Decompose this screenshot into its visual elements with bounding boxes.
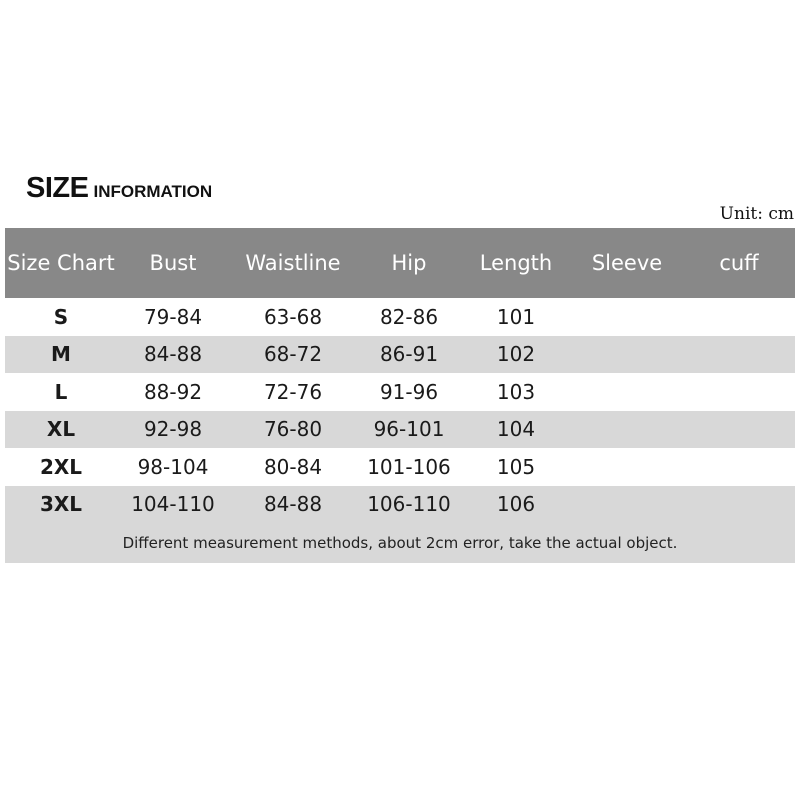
unit-label: Unit: cm: [719, 204, 794, 224]
header-cuff: cuff: [719, 251, 759, 275]
header-hip: Hip: [391, 251, 427, 275]
waistline-cell: 84-88: [263, 492, 323, 517]
header-bust: Bust: [149, 251, 197, 275]
length-cell: 104: [496, 417, 536, 442]
header-size-chart: Size Chart: [7, 251, 115, 275]
table-row: [5, 373, 795, 411]
bust-cell: 104-110: [131, 492, 215, 517]
header-sleeve: Sleeve: [591, 251, 663, 275]
title-main: SIZE: [26, 172, 89, 204]
size-cell: L: [54, 379, 68, 404]
title-sub: INFORMATION: [93, 182, 213, 201]
bust-cell: 98-104: [137, 454, 209, 479]
header-length: Length: [479, 251, 553, 275]
measurement-note: Different measurement methods, about 2cm error, take the actual object.: [5, 523, 795, 563]
waistline-cell: 63-68: [263, 304, 323, 329]
page-title: [26, 172, 212, 205]
hip-cell: 86-91: [379, 342, 439, 367]
size-cell: M: [51, 342, 71, 367]
length-cell: 105: [496, 454, 536, 479]
hip-cell: 82-86: [379, 304, 439, 329]
waistline-cell: 68-72: [263, 342, 323, 367]
bust-cell: 88-92: [143, 379, 203, 404]
length-cell: 102: [496, 342, 536, 367]
size-cell: S: [53, 304, 69, 329]
table-row: [5, 448, 795, 486]
bust-cell: 84-88: [143, 342, 203, 367]
length-cell: 103: [496, 379, 536, 404]
hip-cell: 96-101: [373, 417, 445, 442]
size-cell: 3XL: [39, 492, 83, 517]
table-header: [5, 228, 795, 298]
size-cell: 2XL: [39, 454, 83, 479]
table-row: [5, 486, 795, 524]
waistline-cell: 80-84: [263, 454, 323, 479]
bust-cell: 92-98: [143, 417, 203, 442]
table-row: [5, 336, 795, 374]
bust-cell: 79-84: [143, 304, 203, 329]
table-row: [5, 411, 795, 449]
header-waistline: Waistline: [245, 251, 341, 275]
hip-cell: 91-96: [379, 379, 439, 404]
length-cell: 106: [496, 492, 536, 517]
size-chart-table: [5, 228, 795, 563]
length-cell: 101: [496, 304, 536, 329]
size-cell: XL: [46, 417, 76, 442]
table-row: [5, 298, 795, 336]
hip-cell: 106-110: [367, 492, 451, 517]
waistline-cell: 76-80: [263, 417, 323, 442]
hip-cell: 101-106: [367, 454, 451, 479]
waistline-cell: 72-76: [263, 379, 323, 404]
